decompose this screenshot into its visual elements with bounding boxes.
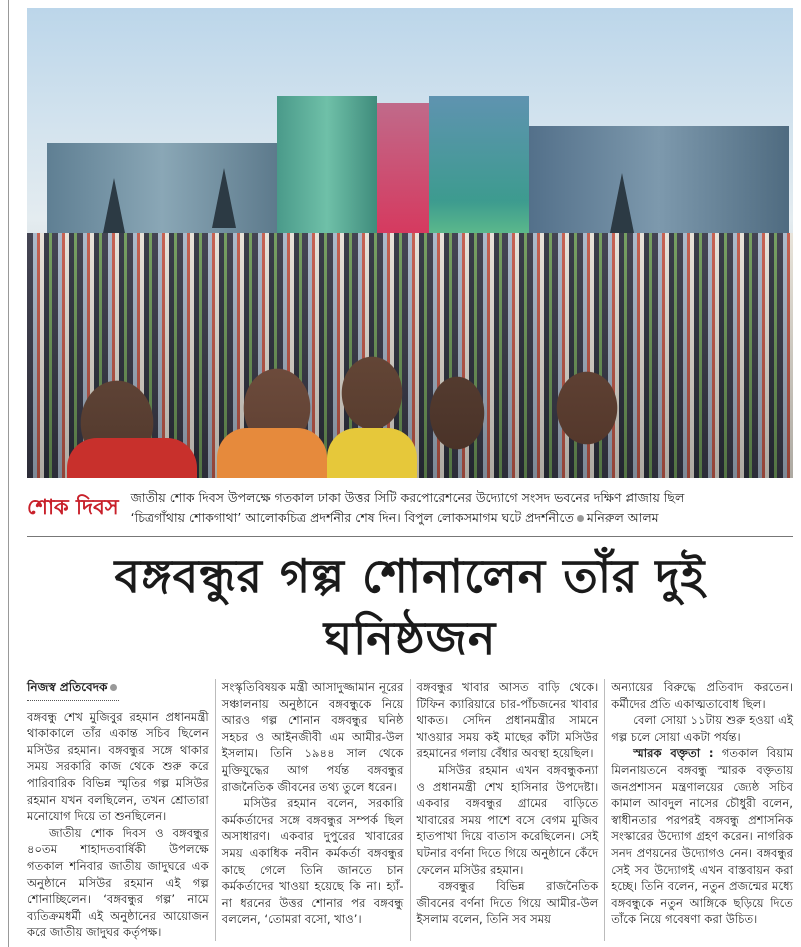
paragraph: সংস্কৃতিবিষয়ক মন্ত্রী আসাদুজ্জামান নূরের সঞ্চালনায় অনুষ্ঠানে বঙ্গবন্ধুকে নিয়ে আরও গল্প শোনান বঙ্গবন্ধুর ঘনিষ্ঠ সহচর ও আইনজীবী এম আমীর-উল ইসলাম। তিনি ১৯৪৪ সাল থেকে মুক্তিযুদ্ধের আগ পর্যন্ত বঙ্গবন্ধুর রাজনৈতিক জীবনের তথ্য তুলে ধরেন। — [221, 680, 404, 794]
paragraph: বেলা সোয়া ১১টায় শুরু হওয়া এই গল্প চলে সোয়া একটা পর্যন্ত। — [611, 713, 793, 744]
photo-caption — [27, 488, 793, 528]
byline-text: নিজস্ব প্রতিবেদক — [27, 680, 108, 694]
paragraph: মসিউর রহমান বলেন, সরকারি কর্মকর্তাদের সঙ্গে বঙ্গবন্ধুর সম্পর্ক ছিল অসাধারণ। একবার দুপুরের খাবারের সময় একাধিক নবীন কর্মকর্তা বঙ্গবন্ধুর কাছে গেলে তিনি জানতে চান কর্মকর্তাদের খাওয়া হয়েছে কি না। হ্যাঁ-না ধরনের উত্তর শোনার পর বঙ্গবন্ধু বললেন, ‘তোমরা বসো, খাও’। — [221, 796, 404, 927]
bullet-icon — [110, 684, 117, 691]
caption-line-2 — [131, 508, 793, 528]
paragraph: বঙ্গবন্ধু শেখ মুজিবুর রহমান প্রধানমন্ত্রী থাকাকালে তাঁর একান্ত সচিব ছিলেন মসিউর রহমান। বঙ্গবন্ধুর সঙ্গে থাকার সময় সরকারি কাজ থেকে শুরু করে পারিবারিক বিভিন্ন স্মৃতির গল্প মসিউর রহমান যখন বলছিলেন, তখন শ্রোতারা মনোযোগ দিয়ে তা শুনছিলেন। — [27, 709, 209, 824]
parliament-tower-green — [277, 96, 377, 246]
article-column-1 — [27, 679, 215, 941]
byline — [27, 679, 209, 696]
building-spike — [102, 178, 126, 238]
paragraph: বঙ্গবন্ধুর খাবার আসত বাড়ি থেকে। টিফিন ক্যারিয়ারে চার-পাঁচজনের খাবার থাকত। সেদিন প্রধানমন্ত্রীর সামনে খাওয়ার সময় কই মাছের কাঁটা মসিউর রহমানের গলায় বেঁধার অবস্থা হয়েছিল। — [416, 680, 599, 761]
headline: বঙ্গবন্ধুর গল্প শোনালেন তাঁর দুই ঘনিষ্ঠজন — [114, 549, 706, 665]
news-photo — [27, 8, 793, 478]
article-column-3 — [411, 679, 605, 941]
article-column-2 — [216, 679, 410, 941]
subheading-text: গতকাল বিয়াম মিলনায়তনে বঙ্গবন্ধু স্মারক বক্তৃতায় জনপ্রশাসন মন্ত্রণালয়ের জ্যেষ্ঠ সচিব কামাল আবদুল নাসের চৌধুরী বলেন, স্বাধীনতার পরপরই বঙ্গবন্ধু প্রশাসনিক সংস্কারের উদ্যোগ গ্রহণ করেন। নাগরিক সনদ প্রণয়নের উদ্যোগও নেন। বঙ্গবন্ধুর সেই সব উদ্যোগই এখন বাস্তবায়ন করা হচ্ছে। তিনি বলেন, নতুন প্রজন্মের মধ্যে বঙ্গবন্ধুকে নতুন আঙ্গিকে ছড়িয়ে দিতে তাঁকে নিয়ে গবেষণা করা উচিত। — [611, 746, 794, 927]
caption-line-2-text: ‘চিত্রগাঁথায় শোকগাথা’ আলোকচিত্র প্রদর্শনীর শেষ দিন। বিপুল লোকসমাগম ঘটে প্রদর্শনীতে — [130, 510, 574, 525]
person-orange-shirt — [217, 428, 327, 478]
paragraph: অন্যায়ের বিরুদ্ধে প্রতিবাদ করতেন। কর্মীদের প্রতি একাত্মতাবোধ ছিল। — [611, 680, 793, 711]
paragraph — [611, 745, 793, 928]
person-yellow-shirt — [327, 428, 417, 478]
paragraph: মসিউর রহমান এখন বঙ্গবন্ধুকন্যা ও প্রধানমন্ত্রী শেখ হাসিনার উপদেষ্টা। একবার বঙ্গবন্ধুর গ্রামের বাড়িতে খাবারের সময় পাশে বসে বেগম মুজিব হাতপাখা দিয়ে বাতাস করেছিলেন। সেই ঘটনার বর্ণনা দিতে গিয়ে অনুষ্ঠানে কেঁদে ফেলেন মসিউর রহমান। — [416, 762, 599, 877]
photo-credit: মনিরুল আলম — [586, 510, 659, 525]
parliament-building-right — [529, 126, 789, 246]
byline-dotted-rule — [27, 700, 119, 701]
caption-text — [131, 488, 793, 528]
subheading: স্মারক বক্তৃতা : — [633, 746, 714, 761]
section-divider — [27, 536, 793, 537]
parliament-building-left — [47, 143, 277, 243]
building-spike — [610, 173, 634, 233]
parliament-tower-red — [377, 103, 429, 248]
article-column-4 — [605, 679, 793, 941]
paragraph: জাতীয় শোক দিবস ও বঙ্গবন্ধুর ৪০তম শাহাদতবার্ষিকী উপলক্ষে গতকাল শনিবার জাতীয় জাদুঘরে এক অনুষ্ঠানে মসিউর রহমান এই গল্প শোনাচ্ছিলেন। ‘বঙ্গবন্ধুর গল্প’ নামে ব্যতিক্রমধর্মী এই অনুষ্ঠানের আয়োজন করে জাতীয় জাদুঘর কর্তৃপক্ষ। — [27, 825, 209, 940]
person-red-shirt — [67, 438, 197, 478]
building-spike — [212, 168, 236, 228]
article-body — [27, 679, 793, 947]
caption-label: শোক দিবস — [27, 495, 119, 519]
paragraph: বঙ্গবন্ধুর বিভিন্ন রাজনৈতিক জীবনের বর্ণনা দিতে গিয়ে আমীর-উল ইসলাম বলেন, তিনি সব সময় — [416, 879, 599, 927]
parliament-tower-blue — [429, 96, 529, 246]
bullet-icon — [577, 515, 584, 522]
page-margin-rule — [8, 0, 9, 947]
caption-line-1: জাতীয় শোক দিবস উপলক্ষে গতকাল ঢাকা উত্তর সিটি করপোরেশনের উদ্যোগে সংসদ ভবনের দক্ষিণ প্লাজায় ছিল — [130, 490, 685, 505]
clipping — [27, 0, 793, 947]
